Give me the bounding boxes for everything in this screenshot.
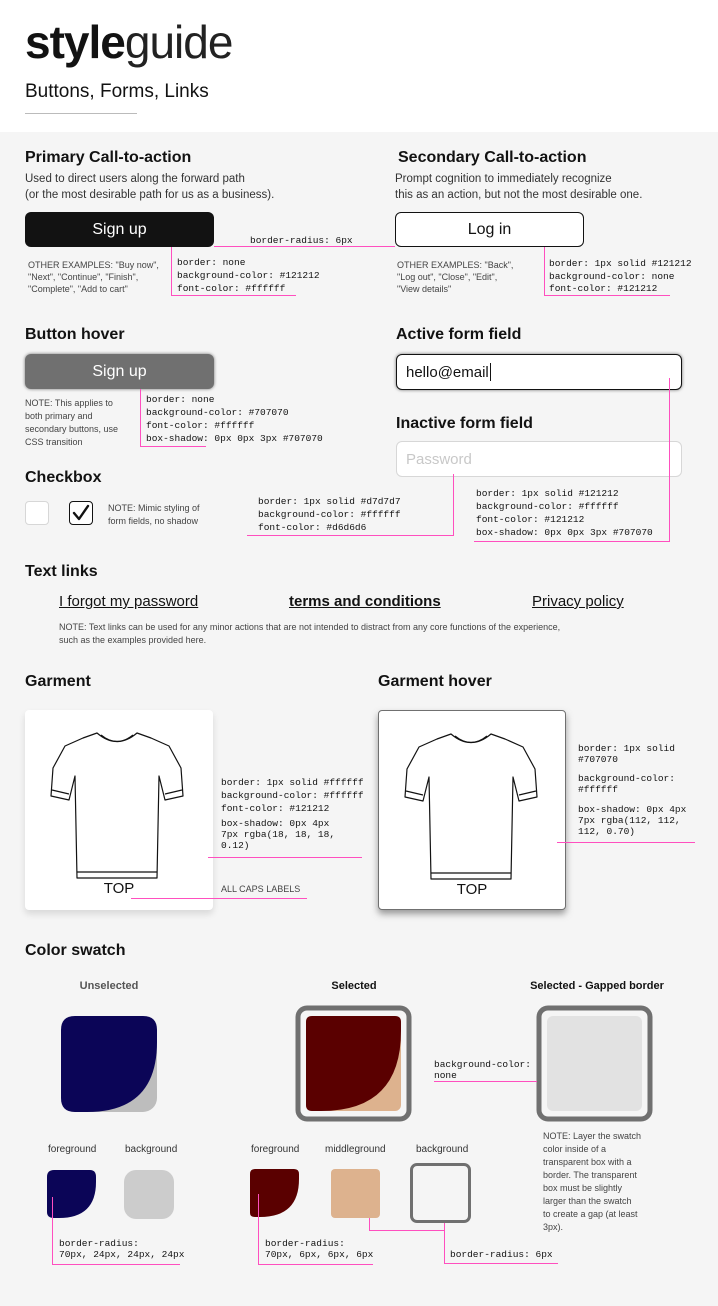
inactive-field-title: Inactive form field: [396, 415, 533, 432]
navy-foreground-swatch: [47, 1170, 97, 1220]
primary-other-2: "Next", "Continue", "Finish",: [28, 272, 139, 282]
gapped-swatch[interactable]: [536, 1005, 653, 1122]
secondary-cta-title: Secondary Call-to-action: [398, 149, 587, 166]
annotation-line: [171, 247, 172, 295]
sign-up-hover-button[interactable]: Sign up: [25, 354, 214, 389]
sign-up-button[interactable]: Sign up: [25, 212, 214, 247]
mg-label-b: middleground: [325, 1144, 386, 1155]
bg-label-a: background: [125, 1144, 178, 1155]
annotation-line: [131, 898, 307, 899]
secondary-other-2: "Log out", "Close", "Edit",: [397, 272, 498, 282]
email-field-value: hello@email: [406, 363, 489, 381]
gap-note-3: transparent box with a: [543, 1157, 632, 1167]
garment-code-5: 7px rgba(18, 18, 18,: [221, 829, 336, 840]
selected-swatch[interactable]: [295, 1005, 412, 1122]
button-hover-title: Button hover: [25, 326, 125, 343]
check-icon: [72, 504, 90, 522]
active-code-4: box-shadow: 0px 0px 3px #707070: [476, 527, 653, 538]
gap-note-8: 3px).: [543, 1222, 564, 1232]
checkbox-note-1: NOTE: Mimic styling of: [108, 503, 200, 513]
gap-bg-code-2: none: [434, 1070, 457, 1081]
active-code-1: border: 1px solid #121212: [476, 488, 619, 499]
primary-cta-title: Primary Call-to-action: [25, 149, 192, 166]
annotation-line: [214, 246, 395, 247]
radius-code: border-radius: 6px: [250, 235, 353, 246]
secondary-desc-1: Prompt cognition to immediately recognize: [395, 173, 612, 185]
garment-hover-code-3: background-color:: [578, 773, 675, 784]
checkbox-title: Checkbox: [25, 469, 102, 486]
primary-code-2: background-color: #121212: [177, 270, 320, 281]
garment-code-2: background-color: #ffffff: [221, 790, 364, 801]
hover-note-2: both primary and: [25, 411, 93, 421]
hover-note-1: NOTE: This applies to: [25, 398, 113, 408]
primary-desc-1: Used to direct users along the forward path: [25, 173, 245, 185]
hover-code-1: border: none: [146, 394, 215, 405]
gap-note-5: box must be slightly: [543, 1183, 623, 1193]
text-caret: [490, 363, 491, 381]
gap-bg-code-1: background-color:: [434, 1059, 531, 1070]
garment-card[interactable]: [25, 710, 213, 910]
secondary-desc-2: this as an action, but not the most desirable one.: [395, 189, 643, 201]
gap-note-4: border. The transparent: [543, 1170, 637, 1180]
annotation-line: [140, 389, 141, 446]
swatch-fill: [547, 1016, 642, 1111]
secondary-code-3: font-color: #121212: [549, 283, 658, 294]
unselected-swatch[interactable]: [61, 1016, 158, 1114]
page-header: [0, 0, 718, 132]
logo: [25, 14, 232, 70]
t-shirt-icon: [49, 728, 184, 888]
radius-c-code: border-radius: 6px: [450, 1249, 553, 1260]
log-in-button[interactable]: Log in: [395, 212, 584, 247]
annotation-line: [557, 842, 695, 843]
secondary-other-1: OTHER EXAMPLES: "Back",: [397, 260, 514, 270]
unselected-heading: Unselected: [79, 980, 139, 992]
gap-note-2: color inside of a: [543, 1144, 607, 1154]
garment-hover-code-1: border: 1px solid: [578, 743, 675, 754]
annotation-line: [171, 295, 296, 296]
logo-bold: style: [25, 16, 125, 68]
annotation-line: [544, 295, 670, 296]
fg-label-a: foreground: [48, 1144, 97, 1155]
annotation-line: [258, 1194, 259, 1264]
terms-link[interactable]: terms and conditions: [289, 593, 441, 610]
page-subtitle: Buttons, Forms, Links: [25, 81, 209, 102]
primary-other-3: "Complete", "Add to cart": [28, 284, 128, 294]
garment-hover-label: TOP: [456, 881, 488, 898]
garment-code-3: font-color: #121212: [221, 803, 330, 814]
hover-code-2: background-color: #707070: [146, 407, 289, 418]
links-note-1: NOTE: Text links can be used for any minor actions that are not intended to distract from any core functions of the experience,: [59, 622, 561, 632]
radius-a-code-1: border-radius:: [59, 1238, 139, 1249]
subtitle-underline: [25, 113, 137, 114]
garment-hover-code-2: #707070: [578, 754, 618, 765]
color-swatch-title: Color swatch: [25, 942, 126, 959]
garment-title: Garment: [25, 673, 91, 690]
hover-code-3: font-color: #ffffff: [146, 420, 255, 431]
caps-labels-note: ALL CAPS LABELS: [221, 884, 301, 894]
annotation-line: [369, 1218, 370, 1230]
garment-hover-code-5: box-shadow: 0px 4px: [578, 804, 687, 815]
annotation-line: [369, 1230, 445, 1231]
active-code-2: background-color: #ffffff: [476, 501, 619, 512]
gray-background-swatch: [124, 1170, 174, 1219]
gap-note-6: larger than the swatch: [543, 1196, 632, 1206]
annotation-line: [434, 1081, 537, 1082]
checkbox-note-2: form fields, no shadow: [108, 516, 199, 526]
radius-b-code-1: border-radius:: [265, 1238, 345, 1249]
annotation-line: [247, 535, 454, 536]
secondary-code-1: border: 1px solid #121212: [549, 258, 692, 269]
primary-code-1: border: none: [177, 257, 246, 268]
text-links-title: Text links: [25, 563, 98, 580]
garment-label: TOP: [103, 880, 135, 897]
annotation-line: [669, 378, 670, 541]
garment-hover-code-7: 112, 0.70): [578, 826, 636, 837]
inactive-code-3: font-color: #d6d6d6: [258, 522, 367, 533]
bg-label-b: background: [416, 1144, 469, 1155]
logo-light: guide: [124, 16, 233, 68]
garment-hover-title: Garment hover: [378, 673, 492, 690]
annotation-line: [52, 1197, 53, 1264]
annotation-line: [474, 541, 670, 542]
checkbox-checked[interactable]: [69, 501, 93, 525]
secondary-other-3: "View details": [397, 284, 452, 294]
fg-label-b: foreground: [251, 1144, 300, 1155]
annotation-line: [444, 1223, 445, 1263]
selected-heading: Selected: [331, 980, 377, 992]
privacy-policy-link[interactable]: Privacy policy: [532, 593, 624, 610]
annotation-line: [453, 474, 454, 535]
gap-note-7: to create a gap (at least: [543, 1209, 638, 1219]
gap-note-1: NOTE: Layer the swatch: [543, 1131, 642, 1141]
active-field-title: Active form field: [396, 326, 522, 343]
gapped-heading: Selected - Gapped border: [530, 980, 664, 992]
annotation-line: [258, 1264, 373, 1265]
primary-desc-2: (or the most desirable path for us as a business).: [25, 189, 275, 201]
primary-other-1: OTHER EXAMPLES: "Buy now",: [28, 260, 159, 270]
hover-note-4: CSS transition: [25, 437, 83, 447]
hover-code-4: box-shadow: 0px 0px 3px #707070: [146, 433, 323, 444]
password-field[interactable]: Password: [396, 441, 682, 477]
inactive-code-1: border: 1px solid #d7d7d7: [258, 496, 401, 507]
garment-code-4: box-shadow: 0px 4px: [221, 818, 330, 829]
annotation-line: [52, 1264, 180, 1265]
garment-hover-code-6: 7px rgba(112, 112,: [578, 815, 681, 826]
garment-hover-card[interactable]: [378, 710, 566, 910]
border-background-swatch: [410, 1163, 471, 1223]
active-code-3: font-color: #121212: [476, 514, 585, 525]
radius-a-code-2: 70px, 24px, 24px, 24px: [59, 1249, 185, 1260]
forgot-password-link[interactable]: I forgot my password: [59, 593, 199, 610]
hover-note-3: secondary buttons, use: [25, 424, 119, 434]
garment-code-1: border: 1px solid #ffffff: [221, 777, 364, 788]
tan-middleground-swatch: [331, 1169, 380, 1218]
garment-hover-code-4: #ffffff: [578, 784, 618, 795]
annotation-line: [444, 1263, 558, 1264]
garment-code-6: 0.12): [221, 840, 250, 851]
t-shirt-icon: [403, 729, 538, 889]
annotation-line: [140, 446, 206, 447]
annotation-line: [544, 247, 545, 295]
radius-b-code-2: 70px, 6px, 6px, 6px: [265, 1249, 374, 1260]
annotation-line: [208, 857, 362, 858]
secondary-code-2: background-color: none: [549, 271, 675, 282]
checkbox-unchecked[interactable]: [25, 501, 49, 525]
email-field[interactable]: [396, 354, 682, 390]
primary-code-3: font-color: #ffffff: [177, 283, 286, 294]
links-note-2: such as the examples provided here.: [59, 635, 207, 645]
inactive-code-2: background-color: #ffffff: [258, 509, 401, 520]
